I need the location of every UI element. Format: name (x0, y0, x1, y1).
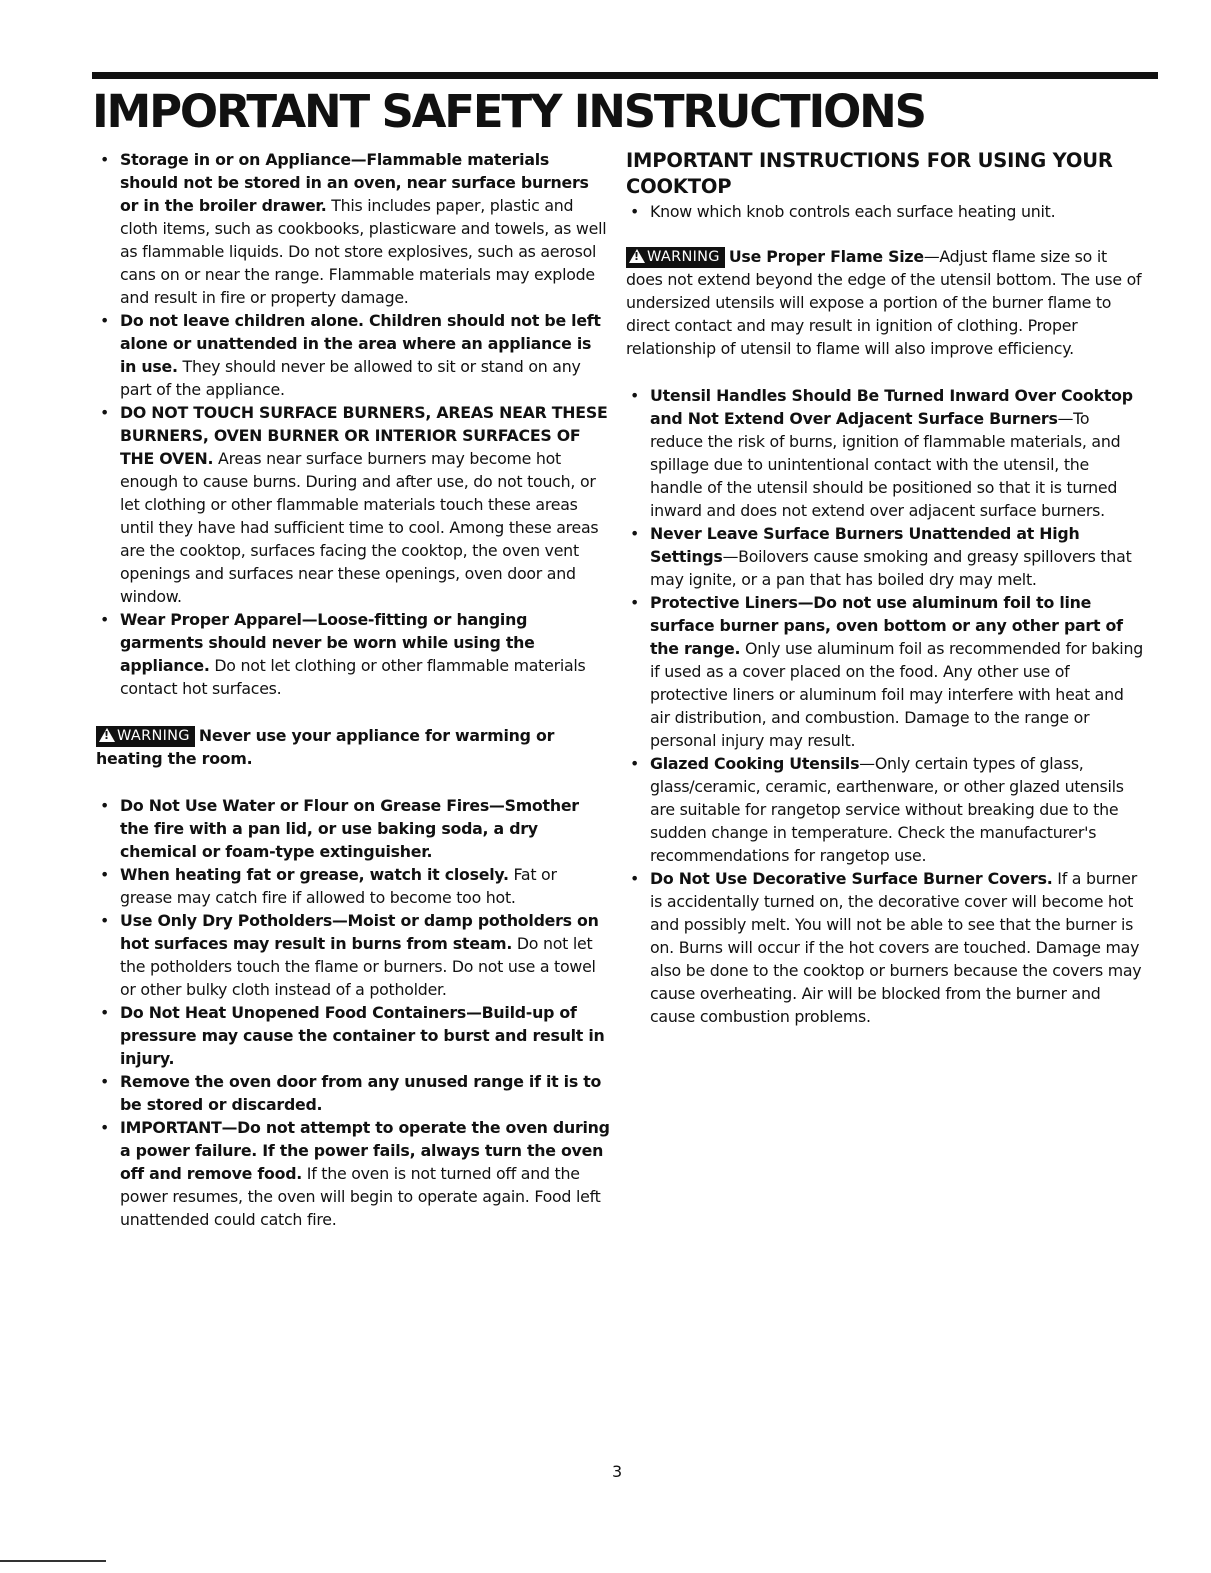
item-text: Do not let the potholders touch the flame or burners. Do not use a towel or other bulky cloth instead of a potholder. (120, 934, 596, 999)
item-bold: Remove the oven door from any unused range if it is to be stored or discarded. (120, 1072, 602, 1114)
item-text: Areas near surface burners may become hot enough to cause burns. During and after use, do not touch, or let clothing or other flammable materials touch these areas until they have had sufficient time to cool. Among these areas are the cooktop, surfaces facing the cooktop, the oven vent openings and surfaces near these openings, oven door and window. (120, 449, 599, 606)
item-bold: Use Only Dry Potholders—Moist or damp potholders on hot surfaces may result in burns from steam. (120, 911, 599, 953)
item-text: If the oven is not turned off and the power resumes, the oven will begin to operate again. Food left unattended could catch fire. (120, 1164, 601, 1229)
item-bold: When heating fat or grease, watch it closely. (120, 865, 509, 884)
item-text: Fat or grease may catch fire if allowed to become too hot. (120, 865, 557, 907)
item-bold: Wear Proper Apparel—Loose-fitting or hanging garments should never be worn while using the appliance. (120, 610, 535, 675)
list-item (626, 752, 1146, 867)
item-bold: Never Leave Surface Burners Unattended at High Settings (650, 524, 1080, 566)
list-item (96, 1001, 612, 1070)
list-item (626, 522, 1146, 591)
left-list-2 (96, 794, 612, 1231)
item-bold: DO NOT TOUCH SURFACE BURNERS, AREAS NEAR THESE BURNERS, OVEN BURNER OR INTERIOR SURFACES OF THE OVEN. (120, 403, 608, 468)
item-text: —Boilovers cause smoking and greasy spillovers that may ignite, or a pan that has boiled dry may melt. (650, 547, 1132, 589)
right-list-2 (626, 384, 1146, 1028)
list-item (626, 591, 1146, 752)
list-item (96, 794, 612, 863)
item-bold: Do Not Use Water or Flour on Grease Fires—Smother the fire with a pan lid, or use baking soda, a dry chemical or foam-type extinguisher. (120, 796, 579, 861)
page-number: 3 (612, 1462, 623, 1481)
warning-badge (626, 247, 725, 268)
list-item (626, 867, 1146, 1028)
warning-text: —Adjust flame size so it does not extend beyond the edge of the utensil bottom. The use of undersized utensils will expose a portion of the burner flame to direct contact and may result in ignition of clothing. Proper relationship of utensil to flame will also improve efficiency. (626, 247, 1142, 358)
right-list-1 (626, 200, 1146, 223)
list-item (96, 401, 612, 608)
right-column (626, 148, 1146, 1028)
warning-triangle-icon (629, 249, 645, 263)
item-text: If a burner is accidentally turned on, the decorative cover will become hot and possibly melt. You will not be able to see that the burner is on. Burns will occur if the hot covers are touched. Damage may also be done to the cooktop or burners because the covers may cause overheating. Air will be blocked from the burner and cause combustion problems. (650, 869, 1142, 1026)
warning-bold: Use Proper Flame Size (728, 247, 924, 266)
item-text: They should never be allowed to sit or stand on any part of the appliance. (120, 357, 581, 399)
item-bold: Protective Liners—Do not use aluminum foil to line surface burner pans, oven bottom or any other part of the range. (650, 593, 1123, 658)
list-item (96, 148, 612, 309)
warning-triangle-icon (99, 728, 115, 742)
list-item (96, 909, 612, 1001)
list-item (626, 200, 1146, 223)
list-item (96, 1116, 612, 1231)
item-text: Only use aluminum foil as recommended for baking if used as a cover placed on the food. Any other use of protective liners or aluminum foil may interfere with heat and air distribution, and combustion. Damage to the range or personal injury may result. (650, 639, 1143, 750)
item-text: —To reduce the risk of burns, ignition of flammable materials, and spillage due to unintentional contact with the utensil, the handle of the utensil should be positioned so that it is turned inward and does not extend over adjacent surface burners. (650, 409, 1121, 520)
list-item (96, 309, 612, 401)
left-column (96, 148, 612, 1231)
item-bold: Storage in or on Appliance—Flammable materials should not be stored in an oven, near surface burners or in the broiler drawer. (120, 150, 589, 215)
left-list-1 (96, 148, 612, 700)
item-text: —Only certain types of glass, glass/ceramic, ceramic, earthenware, or other glazed utensils are suitable for rangetop service without breaking due to the sudden change in temperature. Check the manufacturer's recommendations for rangetop use. (650, 754, 1124, 865)
list-item (96, 1070, 612, 1116)
top-rule (92, 72, 1158, 79)
warning-label: WARNING (117, 728, 190, 744)
page-title: IMPORTANT SAFETY INSTRUCTIONS (92, 85, 925, 138)
warning-badge (96, 726, 195, 747)
item-bold: Do Not Use Decorative Surface Burner Covers. (650, 869, 1053, 888)
item-text: This includes paper, plastic and cloth items, such as cookbooks, plasticware and towels, as well as flammable liquids. Do not store explosives, such as aerosol cans on or near the range. Flammable materials may explode and result in fire or property damage. (120, 196, 607, 307)
list-item (96, 608, 612, 700)
item-bold: Glazed Cooking Utensils (650, 754, 860, 773)
warning-flame-size (626, 245, 1146, 360)
list-item (96, 863, 612, 909)
warning-label: WARNING (647, 249, 720, 265)
item-bold: IMPORTANT—Do not attempt to operate the oven during a power failure. If the power fails, always turn the oven off and remove food. (120, 1118, 610, 1183)
bottom-rule (0, 1560, 106, 1562)
item-bold: Do not leave children alone. Children should not be left alone or unattended in the area where an appliance is in use. (120, 311, 601, 376)
warning-room-heating (96, 724, 612, 770)
warning-text: Never use your appliance for warming or heating the room. (96, 726, 555, 768)
item-bold: Do Not Heat Unopened Food Containers—Build-up of pressure may cause the container to burst and result in injury. (120, 1003, 605, 1068)
item-text: Do not let clothing or other flammable materials contact hot surfaces. (120, 656, 586, 698)
item-bold: Utensil Handles Should Be Turned Inward Over Cooktop and Not Extend Over Adjacent Surface Burners (650, 386, 1133, 428)
cooktop-heading: IMPORTANT INSTRUCTIONS FOR USING YOUR COOKTOP (626, 149, 1113, 198)
item-text: Know which knob controls each surface heating unit. (650, 202, 1056, 221)
list-item (626, 384, 1146, 522)
